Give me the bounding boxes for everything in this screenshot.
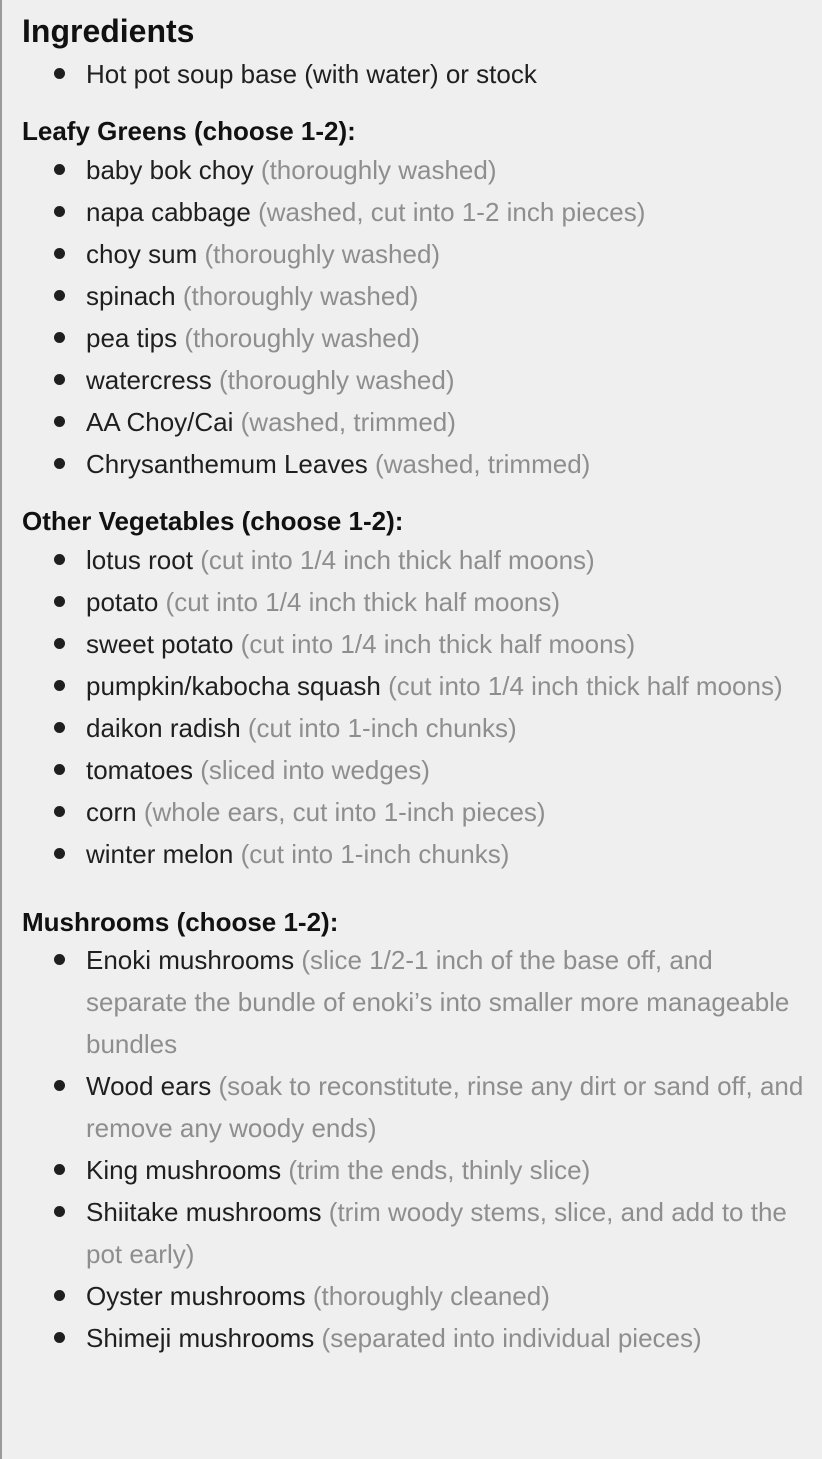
bullet-icon <box>54 722 65 733</box>
list-item <box>22 539 812 581</box>
section-heading: Leafy Greens (choose 1-2): <box>22 116 356 146</box>
section-heading: Other Vegetables (choose 1-2): <box>22 506 404 536</box>
item-name: Wood ears <box>86 1071 212 1101</box>
bullet-icon <box>54 416 65 427</box>
list-item <box>22 833 812 875</box>
item-note: (soak to reconstitute, rinse any dirt or sand off, and remove any woody ends) <box>86 1071 804 1143</box>
list-item <box>22 581 812 623</box>
list-item <box>22 1191 812 1275</box>
item-note: (thoroughly washed) <box>184 323 420 353</box>
item-name: corn <box>86 797 137 827</box>
list-item <box>22 665 812 707</box>
ingredients-document <box>22 0 812 1359</box>
base-list <box>22 53 812 95</box>
bullet-icon <box>54 638 65 649</box>
item-name: AA Choy/Cai <box>86 407 234 437</box>
item-note: (cut into 1/4 inch thick half moons) <box>200 545 595 575</box>
item-note: (cut into 1/4 inch thick half moons) <box>240 629 636 659</box>
item-name: watercress <box>86 365 212 395</box>
item-note: (sliced into wedges) <box>200 755 430 785</box>
bullet-icon <box>54 596 65 607</box>
page-title: Ingredients <box>22 13 195 49</box>
item-name: baby bok choy <box>86 155 254 185</box>
bullet-icon <box>54 332 65 343</box>
item-name: napa cabbage <box>86 197 251 227</box>
item-note: (washed, cut into 1-2 inch pieces) <box>258 197 646 227</box>
bullet-icon <box>54 248 65 259</box>
bullet-icon <box>54 206 65 217</box>
item-note: (trim the ends, thinly slice) <box>288 1155 591 1185</box>
bullet-icon <box>54 374 65 385</box>
list-item <box>22 233 812 275</box>
list-item <box>22 791 812 833</box>
item-name: lotus root <box>86 545 193 575</box>
list-item <box>22 53 812 95</box>
bullet-icon <box>54 680 65 691</box>
item-note: (thoroughly washed) <box>260 155 497 185</box>
list-item <box>22 1149 812 1191</box>
list-item <box>22 149 812 191</box>
list-item <box>22 1275 812 1317</box>
item-name: spinach <box>86 281 176 311</box>
bullet-icon <box>54 764 65 775</box>
ingredients-section <box>22 0 812 95</box>
item-note: (trim woody stems, slice, and add to the pot early) <box>86 1197 787 1269</box>
mushrooms-list <box>22 939 812 1359</box>
other-vegetables-section <box>22 504 812 875</box>
list-item <box>22 191 812 233</box>
item-note: (separated into individual pieces) <box>321 1323 702 1353</box>
left-border <box>0 0 2 1459</box>
bullet-icon <box>54 806 65 817</box>
item-note: (whole ears, cut into 1-inch pieces) <box>143 797 546 827</box>
other-vegetables-list <box>22 539 812 875</box>
bullet-icon <box>54 848 65 859</box>
list-item <box>22 749 812 791</box>
item-name: Hot pot soup base (with water) or stock <box>86 59 537 89</box>
item-name: choy sum <box>86 239 198 269</box>
mushrooms-section <box>22 905 812 1359</box>
section-heading: Mushrooms (choose 1-2): <box>22 907 339 937</box>
item-note: (cut into 1/4 inch thick half moons) <box>165 587 561 617</box>
item-name: sweet potato <box>86 629 234 659</box>
bullet-icon <box>54 1206 65 1217</box>
item-name: Chrysanthemum Leaves <box>86 449 368 479</box>
bullet-icon <box>54 68 65 79</box>
item-name: pumpkin/kabocha squash <box>86 671 381 701</box>
list-item <box>22 939 812 1065</box>
item-note: (cut into 1-inch chunks) <box>240 839 510 869</box>
item-name: tomatoes <box>86 755 193 785</box>
list-item <box>22 707 812 749</box>
item-name: winter melon <box>86 839 234 869</box>
item-name: daikon radish <box>86 713 241 743</box>
bullet-icon <box>54 554 65 565</box>
item-note: (washed, trimmed) <box>375 449 591 479</box>
item-name: Shiitake mushrooms <box>86 1197 322 1227</box>
bullet-icon <box>54 290 65 301</box>
item-note: (slice 1/2-1 inch of the base off, and separate the bundle of enoki’s into smaller more manageable bundles <box>86 945 790 1059</box>
item-note: (thoroughly washed) <box>218 365 455 395</box>
item-note: (cut into 1-inch chunks) <box>247 713 517 743</box>
list-item <box>22 359 812 401</box>
bullet-icon <box>54 954 65 965</box>
list-item <box>22 1065 812 1149</box>
item-note: (thoroughly washed) <box>182 281 419 311</box>
bullet-icon <box>54 1080 65 1091</box>
item-name: pea tips <box>86 323 178 353</box>
item-note: (thoroughly washed) <box>204 239 441 269</box>
item-note: (washed, trimmed) <box>240 407 456 437</box>
list-item <box>22 317 812 359</box>
item-note: (cut into 1/4 inch thick half moons) <box>388 671 783 701</box>
bullet-icon <box>54 164 65 175</box>
list-item <box>22 401 812 443</box>
list-item <box>22 443 812 485</box>
bullet-icon <box>54 1290 65 1301</box>
leafy-greens-section <box>22 114 812 485</box>
item-name: Enoki mushrooms <box>86 945 295 975</box>
list-item <box>22 275 812 317</box>
bullet-icon <box>54 458 65 469</box>
item-note: (thoroughly cleaned) <box>312 1281 550 1311</box>
list-item <box>22 1317 812 1359</box>
list-item <box>22 623 812 665</box>
item-name: King mushrooms <box>86 1155 282 1185</box>
item-name: Oyster mushrooms <box>86 1281 306 1311</box>
item-name: Shimeji mushrooms <box>86 1323 315 1353</box>
item-name: potato <box>86 587 159 617</box>
bullet-icon <box>54 1332 65 1343</box>
leafy-greens-list <box>22 149 812 485</box>
bullet-icon <box>54 1164 65 1175</box>
